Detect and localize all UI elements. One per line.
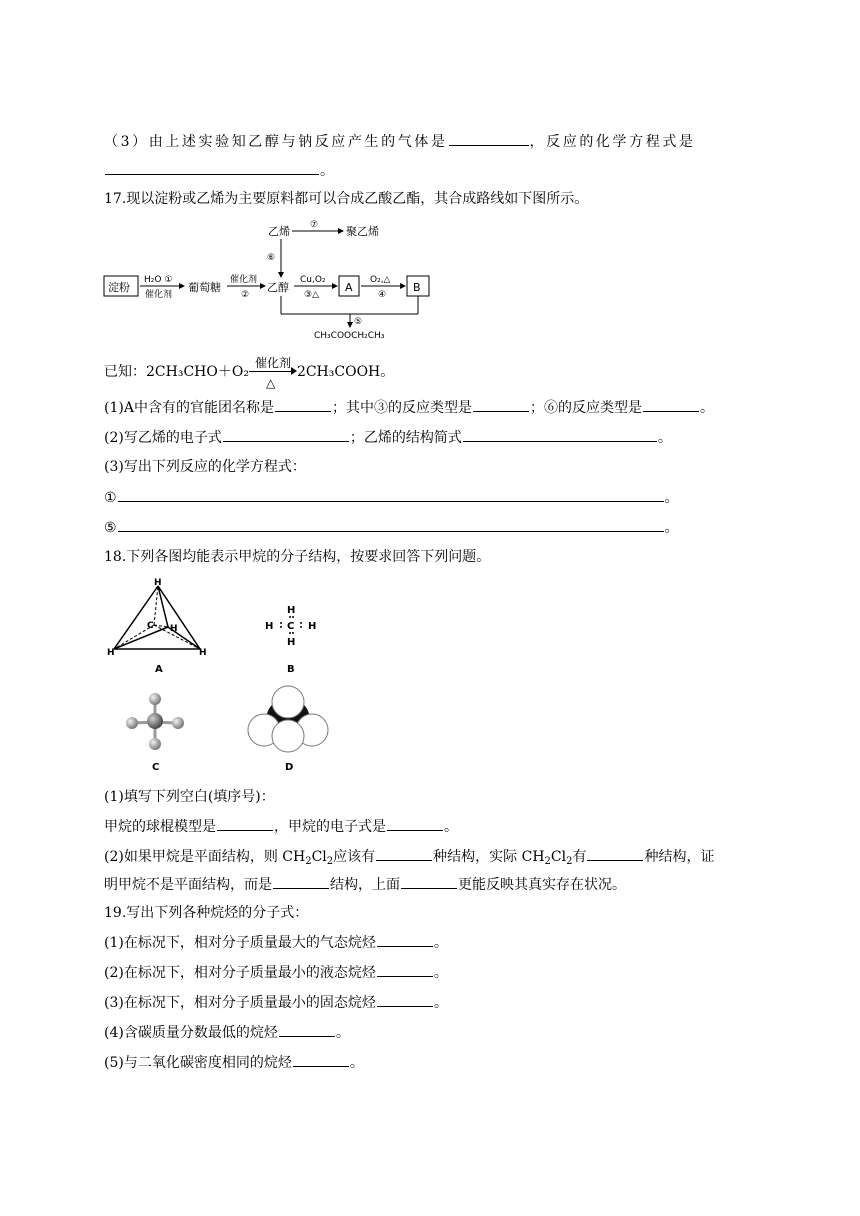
q18-p1-text-a: 甲烷的球棍模型是 — [104, 819, 216, 835]
q19-item-text: (5)与二氧化碳密度相同的烷烃 — [104, 1055, 292, 1071]
methane-tetrahedron-figure — [104, 575, 214, 675]
catalyst-label: 催化剂 — [254, 356, 291, 370]
period: 。 — [335, 1025, 350, 1041]
synthesis-route-diagram — [100, 214, 440, 344]
q19-item — [104, 1022, 350, 1043]
answer-blank[interactable] — [377, 992, 433, 1007]
atom-label: C — [287, 621, 295, 632]
heat-label: △ — [265, 376, 276, 390]
q17-intro: 17.现以淀粉或乙烯为主要原料都可以合成乙酸乙酯，其合成路线如下图所示。 — [104, 191, 589, 207]
step3-top: Cu,O₂ — [300, 275, 326, 285]
step7-label: ⑦ — [310, 220, 319, 230]
q17-p1-text-b: ；其中③的反应类型是 — [331, 400, 472, 416]
answer-blank[interactable] — [401, 874, 457, 889]
q18-p1-text-b: ，甲烷的电子式是 — [274, 819, 386, 835]
q19-item — [104, 1052, 364, 1073]
q16-part3-text-b: ，反应的化学方程式是 — [529, 134, 696, 150]
q18-p2-line2-c: 更能反映其真实存在状况。 — [458, 877, 626, 893]
period: 。 — [320, 163, 334, 179]
node-polyethylene: 聚乙烯 — [346, 225, 379, 238]
q16-part3-text-a: （3）由上述实验知乙醇与钠反应产生的气体是 — [104, 134, 448, 150]
answer-blank[interactable] — [217, 816, 273, 831]
period: 。 — [433, 995, 448, 1011]
period: 。 — [433, 965, 448, 981]
q17-reaction5 — [104, 517, 679, 538]
q19-item-text: (2)在标况下，相对分子质量最小的液态烷烃 — [104, 965, 376, 981]
q18-p2-text-a: (2)如果甲烷是平面结构，则 CH — [104, 849, 306, 865]
period: 。 — [699, 400, 714, 416]
node-starch: 淀粉 — [108, 281, 130, 294]
q17-p1-text-a: (1)A中含有的官能团名称是 — [104, 400, 274, 416]
answer-blank[interactable] — [273, 874, 329, 889]
answer-blank[interactable] — [377, 962, 433, 977]
q19-item — [104, 992, 448, 1013]
subscript: 2 — [305, 856, 312, 867]
answer-blank[interactable] — [279, 1022, 335, 1037]
q19-item — [104, 932, 448, 953]
step4-top: O₂,△ — [370, 275, 391, 285]
atom-label: H — [199, 648, 207, 658]
node-glucose: 葡萄糖 — [188, 281, 221, 294]
answer-blank[interactable] — [118, 517, 664, 532]
q18-part1-blanks — [104, 816, 458, 837]
period: 。 — [349, 1055, 364, 1071]
answer-blank[interactable] — [643, 397, 699, 412]
step5-label: ⑤ — [354, 317, 363, 327]
answer-blank[interactable] — [293, 1052, 349, 1067]
q17-p2-text-a: (2)写乙烯的电子式 — [104, 430, 222, 446]
atom-label: H — [154, 578, 162, 588]
q17-part2 — [104, 427, 672, 448]
answer-blank[interactable] — [449, 131, 529, 146]
step2-top: 催化剂 — [230, 275, 258, 285]
subscript: 2 — [544, 856, 551, 867]
atom-label: H — [287, 637, 296, 648]
node-ethyl-acetate: CH₃COOCH₂CH₃ — [314, 331, 385, 341]
subscript: 2 — [566, 856, 573, 867]
answer-blank[interactable] — [587, 846, 643, 861]
q19-item-text: (1)在标况下，相对分子质量最大的气态烷烃 — [104, 935, 376, 951]
q19-item — [104, 962, 448, 983]
step2-bottom: ② — [241, 290, 250, 300]
period: 。 — [664, 520, 679, 536]
period: 。 — [433, 935, 448, 951]
q18-p2-text-d: 种结构，实际 CH — [433, 849, 545, 865]
q17-p1-text-c: ；⑥的反应类型是 — [529, 400, 642, 416]
q18-intro: 18.下列各图均能表示甲烷的分子结构，按要求回答下列问题。 — [104, 549, 491, 565]
q17-known — [104, 356, 395, 390]
reaction-marker-5: ⑤ — [104, 520, 117, 536]
q17-part1 — [104, 397, 714, 418]
answer-blank[interactable] — [377, 932, 433, 947]
step1-top: H₂O ① — [144, 275, 173, 285]
period: 。 — [664, 490, 679, 506]
q18-p2-text-g: 种结构，证 — [644, 849, 715, 865]
answer-blank[interactable] — [463, 427, 657, 442]
known-products: 2CH₃COOH。 — [296, 364, 395, 380]
answer-blank[interactable] — [387, 816, 443, 831]
q18-part1: (1)填写下列空白(填序号)： — [104, 789, 275, 805]
q18-p2-line2-a: 明甲烷不是平面结构，而是 — [104, 877, 272, 893]
step4-bottom: ④ — [378, 290, 387, 300]
subscript: 2 — [326, 856, 334, 867]
figure-label-d: D — [285, 762, 294, 773]
known-prefix: 已知： — [104, 364, 146, 380]
methane-space-filling-figure — [244, 682, 334, 777]
node-a: A — [345, 281, 353, 294]
q17-reaction1 — [104, 487, 679, 508]
q18-p2-text-e: Cl — [550, 849, 567, 865]
atom-label: H — [170, 624, 178, 634]
atom-label: C — [147, 621, 154, 631]
atom-label: H — [107, 648, 115, 658]
q18-part2-line1 — [104, 846, 714, 867]
node-ethylene: 乙烯 — [268, 225, 290, 238]
q19-item-text: (4)含碳质量分数最低的烷烃 — [104, 1025, 278, 1041]
q19-item-text: (3)在标况下，相对分子质量最小的固态烷烃 — [104, 995, 376, 1011]
methane-ball-stick-figure — [110, 690, 200, 775]
q18-p2-text-f: 有 — [572, 849, 587, 865]
figure-label-c: C — [152, 762, 160, 773]
q16-part3-line1 — [104, 131, 696, 152]
node-ethanol: 乙醇 — [267, 281, 289, 294]
reaction-marker-1: ① — [104, 490, 117, 506]
q19-intro: 19.写出下列各种烷烃的分子式： — [104, 905, 309, 921]
answer-blank[interactable] — [105, 160, 319, 175]
methane-electron-formula-figure — [262, 600, 326, 675]
q17-p2-text-b: ；乙烯的结构简式 — [349, 430, 462, 446]
answer-blank[interactable] — [223, 427, 349, 442]
known-reactants: 2CH₃CHO＋O₂ — [146, 364, 249, 380]
q18-part2-line2 — [104, 874, 626, 895]
atom-label: H — [265, 621, 274, 632]
step6-label: ⑥ — [267, 253, 276, 263]
answer-blank[interactable] — [473, 397, 529, 412]
atom-label: H — [308, 621, 317, 632]
q17-part3: (3)写出下列反应的化学方程式： — [104, 459, 306, 475]
condition-arrow — [249, 356, 297, 390]
answer-blank[interactable] — [376, 846, 432, 861]
figure-label-b: B — [287, 664, 295, 675]
period: 。 — [444, 819, 458, 835]
figure-label-a: A — [155, 664, 163, 675]
atom-label: H — [287, 605, 296, 616]
node-b: B — [413, 281, 421, 294]
period: 。 — [657, 430, 672, 446]
q18-p2-text-c: 应该有 — [333, 849, 376, 865]
q18-p2-line2-b: 结构，上面 — [330, 877, 400, 893]
step1-bottom: 催化剂 — [145, 290, 173, 300]
answer-blank[interactable] — [118, 487, 664, 502]
answer-blank[interactable] — [275, 397, 331, 412]
step3-bottom: ③△ — [304, 290, 319, 300]
q18-p2-text-b: Cl — [311, 849, 327, 865]
q16-part3-line2 — [104, 160, 334, 181]
